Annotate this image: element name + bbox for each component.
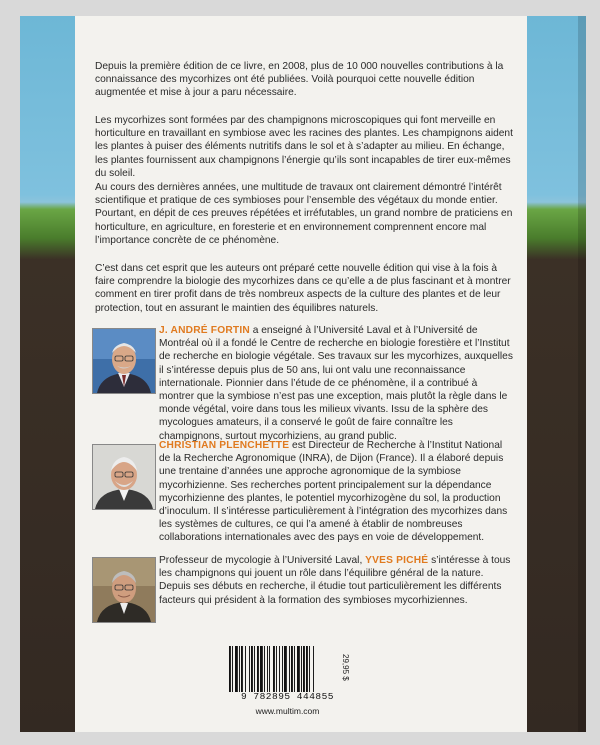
intro-paragraph-2: Les mycorhizes sont formées par des champignons microscopiques qui font merveille en horticulture en travaillant en symbiose avec les racines des plantes. Les champignons aident les plantes à puiser des éléments nutritifs dans le sol et à s’adapter au milieu. En échange, les plantes fournissent aux champignons l’énergie qu’ils sont incapables de tirer eux-mêmes du soleil. <box>95 115 513 179</box>
author-bio-fortin: J. ANDRÉ FORTIN a enseigné à l’Université Laval et à l’Université de Montréal où il a fondé le Centre de recherche en biologie forestière et l’Institut de recherche en biologie végétale. Ses travaux sur les mycorhizes, auxquelles il s’intéresse depuis plus de 50 ans, lui ont valu une reconnaissance internationale. Pionnier dans l’étude de ce phénomène, il a contribué à montrer que la symbiose n’est pas une exception, mais plutôt la règle dans le monde végétal, voire dans tous les milieux vivants. Issu de la sphère des mycologues amateurs, il a conservé le goût de faire connaître les champignons, surtout mycorhiziens, au grand public. <box>159 325 513 442</box>
author-name-plenchette: CHRISTIAN PLENCHETTE <box>159 440 290 451</box>
intro-paragraph-3: Au cours des dernières années, une multitude de travaux ont clairement démontré l’intérêt scientifique et pratique de ces symbioses pour l’ensemble des végétaux du monde entier. Pourtant, en dépit de ces preuves répétées et irréfutables, un grand nombre de praticiens en horticulture, en agriculture, en foresterie et en environnement comprennent encore mal l’importance concrète de ce phénomène. <box>95 182 513 246</box>
price-label: 29,95 $ <box>341 654 350 681</box>
publisher-url: www.multim.com <box>255 706 320 716</box>
book-back-cover <box>20 16 586 732</box>
isbn-number: 9 782895 444855 <box>240 691 334 702</box>
author-photo-plenchette <box>92 444 156 510</box>
author-name-fortin: J. ANDRÉ FORTIN <box>159 325 250 336</box>
author-name-piche: YVES PICHÉ <box>365 555 429 566</box>
author-bio-piche: Professeur de mycologie à l’Université Laval, YVES PICHÉ s’intéresse à tous les champignons qui jouent un rôle dans l’équilibre général de la nature. Depuis ses débuts en recherche, il étudie tout particulièrement les différents facteurs qui président à la formation des symbioses mycorhiziennes. <box>159 555 511 606</box>
cover-edge <box>578 16 586 732</box>
author-bio-plenchette: CHRISTIAN PLENCHETTE est Directeur de Recherche à l’Institut National de la Recherche Agronomique (INRA), de Dijon (France). Il a élaboré depuis une trentaine d’années une approche agronomique de la symbiose mycorhizienne. Ses recherches portent principalement sur la dépendance mycorhizienne des plantes, le potentiel mycorhizogène du sol, la production d’inoculum. Il s’intéresse particulièrement à l’intégration des mycorhizes dans les systèmes de cultures, ce qui l’a amené à établir de nombreuses collaborations internationales avec des pays en voie de développement. <box>159 440 508 544</box>
barcode-block <box>215 646 360 716</box>
author-photo-fortin <box>92 328 156 394</box>
text-panel <box>75 16 527 732</box>
intro-paragraph-1: Depuis la première édition de ce livre, en 2008, plus de 10 000 nouvelles contributions à la connaissance des mycorhizes ont été publiées. Voilà pourquoi cette nouvelle édition augmentée et mise à jour a paru nécessaire. <box>95 61 504 99</box>
author-photo-piche <box>92 557 156 623</box>
barcode-graphic <box>227 646 345 692</box>
intro-paragraph-4: C’est dans cet esprit que les auteurs ont préparé cette nouvelle édition qui vise à la fois à faire comprendre la biologie des mycorhizes dans ce qu’elle a de plus fascinant et à montrer comment en tirer profit dans de très nombreux aspects de la culture des plantes et de leur protection, tout en assurant le maintien des équilibres naturels. <box>95 263 511 314</box>
